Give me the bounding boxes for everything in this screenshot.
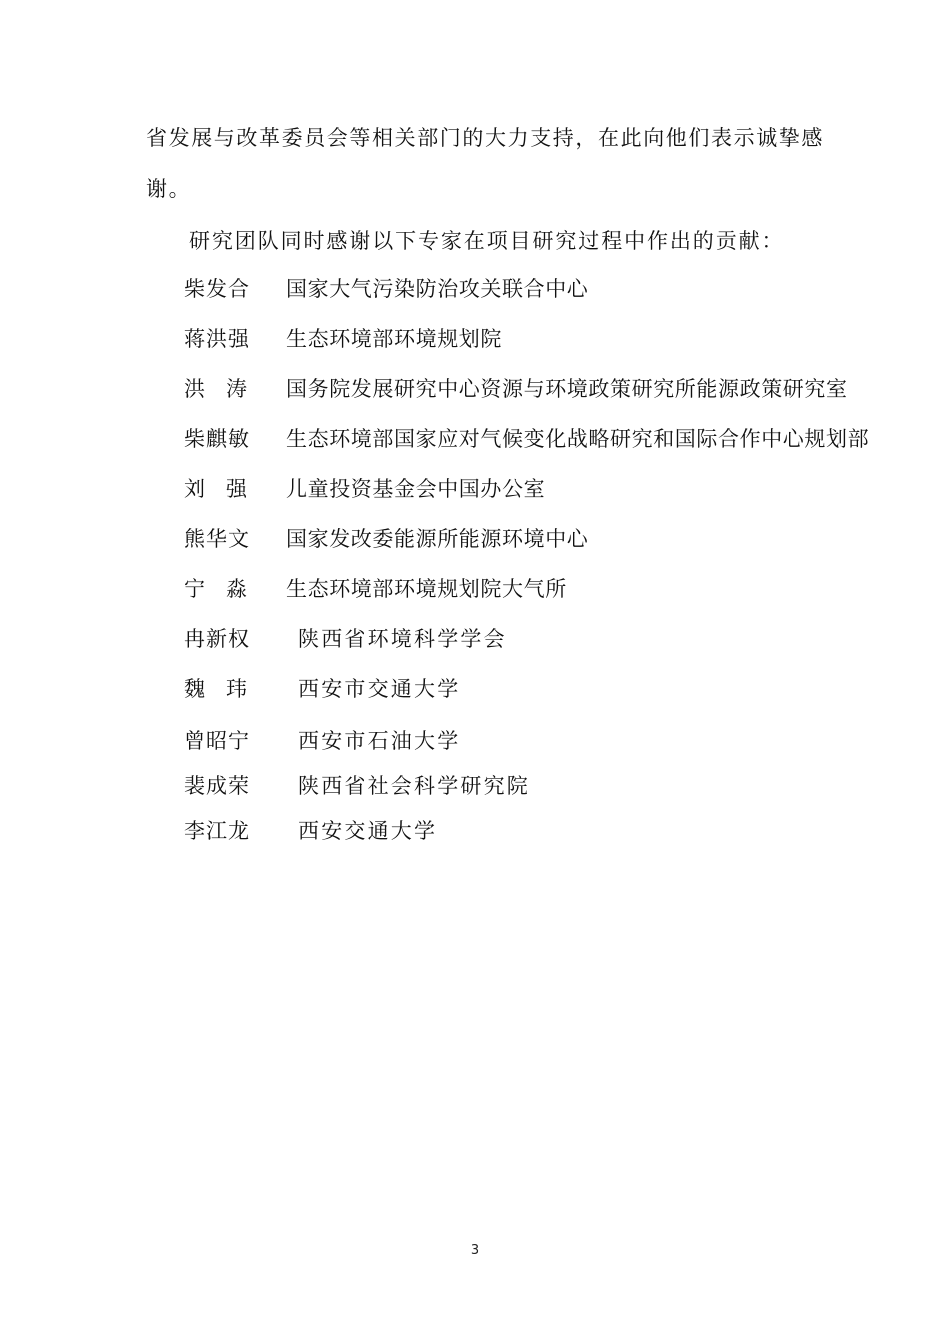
expert-name: 冉新权 — [184, 627, 250, 651]
paragraph-experts-intro: 研究团队同时感谢以下专家在项目研究过程中作出的贡献： — [189, 229, 785, 253]
expert-org: 西安市交通大学 — [298, 677, 461, 701]
expert-name: 刘 强 — [184, 477, 248, 501]
expert-org: 西安交通大学 — [298, 819, 438, 843]
expert-org: 生态环境部国家应对气候变化战略研究和国际合作中心规划部 — [286, 427, 870, 451]
expert-name: 宁 淼 — [184, 577, 248, 601]
expert-name: 洪 涛 — [184, 377, 248, 401]
expert-name: 柴发合 — [184, 277, 250, 301]
paragraph-thanks-continued: 省发展与改革委员会等相关部门的大力支持，在此向他们表示诚挚感 — [146, 126, 824, 150]
expert-org: 陕西省社会科学研究院 — [298, 774, 530, 798]
expert-name: 曾昭宁 — [184, 729, 250, 753]
expert-name: 熊华文 — [184, 527, 250, 551]
expert-org: 生态环境部环境规划院 — [286, 327, 502, 351]
paragraph-thanks-end: 谢。 — [146, 177, 192, 201]
expert-name: 蒋洪强 — [184, 327, 250, 351]
expert-org: 陕西省环境科学学会 — [298, 627, 507, 651]
expert-org: 国务院发展研究中心资源与环境政策研究所能源政策研究室 — [286, 377, 848, 401]
expert-org: 生态环境部环境规划院大气所 — [286, 577, 567, 601]
expert-name: 魏 玮 — [184, 677, 248, 701]
expert-name: 李江龙 — [184, 819, 250, 843]
page-number: 3 — [470, 1243, 480, 1258]
expert-org: 国家大气污染防治攻关联合中心 — [286, 277, 589, 301]
expert-name: 裴成荣 — [184, 774, 250, 798]
expert-org: 儿童投资基金会中国办公室 — [286, 477, 546, 501]
expert-org: 西安市石油大学 — [298, 729, 461, 753]
expert-org: 国家发改委能源所能源环境中心 — [286, 527, 589, 551]
expert-name: 柴麒敏 — [184, 427, 250, 451]
